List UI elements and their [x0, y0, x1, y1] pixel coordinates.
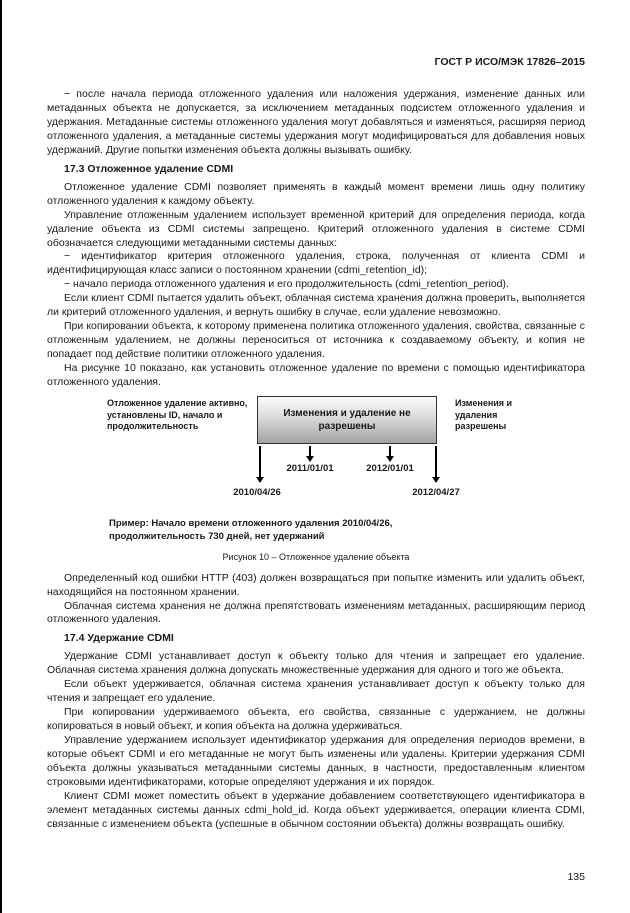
figure-caption: Рисунок 10 – Отложенное удаление объекта [222, 551, 410, 562]
figure-example-text: Пример: Начало времени отложенного удаления 2010/04/26, продолжительность 730 дней, нет удержаний [109, 518, 393, 542]
figure-10 [47, 396, 585, 564]
figure-right-label: Изменения и удаления разрешены [455, 398, 513, 432]
down-arrow-icon [309, 446, 311, 457]
body-paragraph: Управление отложенным удалением использует временной критерий для определения периода, когда удаление объекта из CDMI системы запрещено. Критерий отложенного удаления в системе CDMI обозначается следующими метаданными системы данных: [47, 208, 585, 249]
down-arrow-icon [435, 446, 437, 478]
body-paragraph: Облачная система хранения не должна препятствовать изменениям метаданных, расширяющим период отложенного удаления. [47, 599, 585, 626]
list-item-paragraph: − идентификатор критерия отложенного удаления, строка, полученная от клиента CDMI и идентифицирующая класс записи о постоянном хранении (cdmi_retention_id); [47, 250, 585, 277]
retention-timeline-diagram [47, 396, 585, 502]
down-arrow-icon [389, 446, 391, 457]
body-paragraph: На рисунке 10 показано, как установить отложенное удаление по времени с помощью идентификатора отложенного удаления. [47, 362, 585, 389]
body-paragraph: Если объект удерживается, облачная система хранения устанавливает доступ к объекту только для чтения и запрещает его удаление. [47, 678, 585, 705]
section-heading-17-3: 17.3 Отложенное удаление CDMI [64, 162, 234, 175]
section-heading-17-4: 17.4 Удержание CDMI [64, 632, 174, 645]
page-edge-line [0, 0, 2, 913]
body-paragraph: − после начала периода отложенного удаления или наложения удержания, изменение данных или метаданных объекта не допускается, за исключением метаданных подсистем отложенного удаления и удержания. Метаданные системы отложенного удаления могут добавляться и изменяться, расширяя период отложенного удаления, а метаданные системы удержания могут модифицироваться для добавления новых удержаний. Другие попытки изменения объекта должны вызывать ошибку. [47, 88, 585, 156]
date-label-start: 2010/04/26 [233, 487, 281, 499]
down-arrow-icon [259, 446, 261, 478]
body-paragraph: При копировании удерживаемого объекта, его свойства, связанные с удержанием, не должны копироваться в новый объект, и копия объекта на должна удерживаться. [47, 706, 585, 733]
body-paragraph: Клиент CDMI может поместить объект в удержание добавлением соответствующего идентификатора в элемент метаданных системы данных cdmi_hold_id. Когда объект удерживается, операции клиента CDMI, связанные с изменением объекта (успешные в обычном состоянии объекта) должны возвращать ошибку. [47, 789, 585, 830]
document-header-title: ГОСТ Р ИСО/МЭК 17826–2015 [434, 56, 585, 68]
figure-left-label: Отложенное удаление активно, установлены ID, начало и продолжительность [107, 398, 248, 432]
list-item-paragraph: − начало периода отложенного удаления и его продолжительность (cdmi_retention_period). [64, 278, 509, 291]
date-label-end: 2012/04/27 [412, 487, 460, 499]
body-paragraph: Определенный код ошибки HTTP (403) должен возвращаться при попытке изменить или удалить объект, находящийся на постоянном хранении. [47, 571, 585, 598]
page-number: 135 [567, 871, 585, 883]
retention-period-box-label: Изменения и удаление не разрешены [283, 408, 411, 433]
date-label-2012: 2012/01/01 [366, 463, 414, 475]
body-paragraph: Отложенное удаление CDMI позволяет применять в каждый момент времени лишь одну политику отложенного удаления к каждому объекту. [47, 180, 585, 207]
body-paragraph: Удержание CDMI устанавливает доступ к объекту только для чтения и запрещает его удаление. Облачная система хранения должна допускать множественные удержания для одного и того же объекта. [47, 650, 585, 677]
retention-period-box [257, 396, 437, 444]
document-body [47, 88, 585, 832]
body-paragraph: При копировании объекта, к которому применена политика отложенного удаления, свойства, связанные с отложенным удалением, не должны переноситься от источника к создаваемому объекту, и копия не попадает под действие политики отложенного удаления. [47, 320, 585, 361]
body-paragraph: Управление удержанием использует идентификатор удержания для определения периодов времени, в которые объект CDMI и его метаданные не могут быть изменены или удалены. Критерии удержания CDMI объекта должны указываться метаданными системы данных, в частности, предоставленным клиентом строковыми идентификаторами, которые определяют удержания и их порядок. [47, 734, 585, 788]
body-paragraph: Если клиент CDMI пытается удалить объект, облачная система хранения должна проверить, выполняется ли критерий отложенного удаления, и вернуть ошибку в случае, если удаление невозможно. [47, 292, 585, 319]
date-label-2011: 2011/01/01 [286, 463, 334, 475]
